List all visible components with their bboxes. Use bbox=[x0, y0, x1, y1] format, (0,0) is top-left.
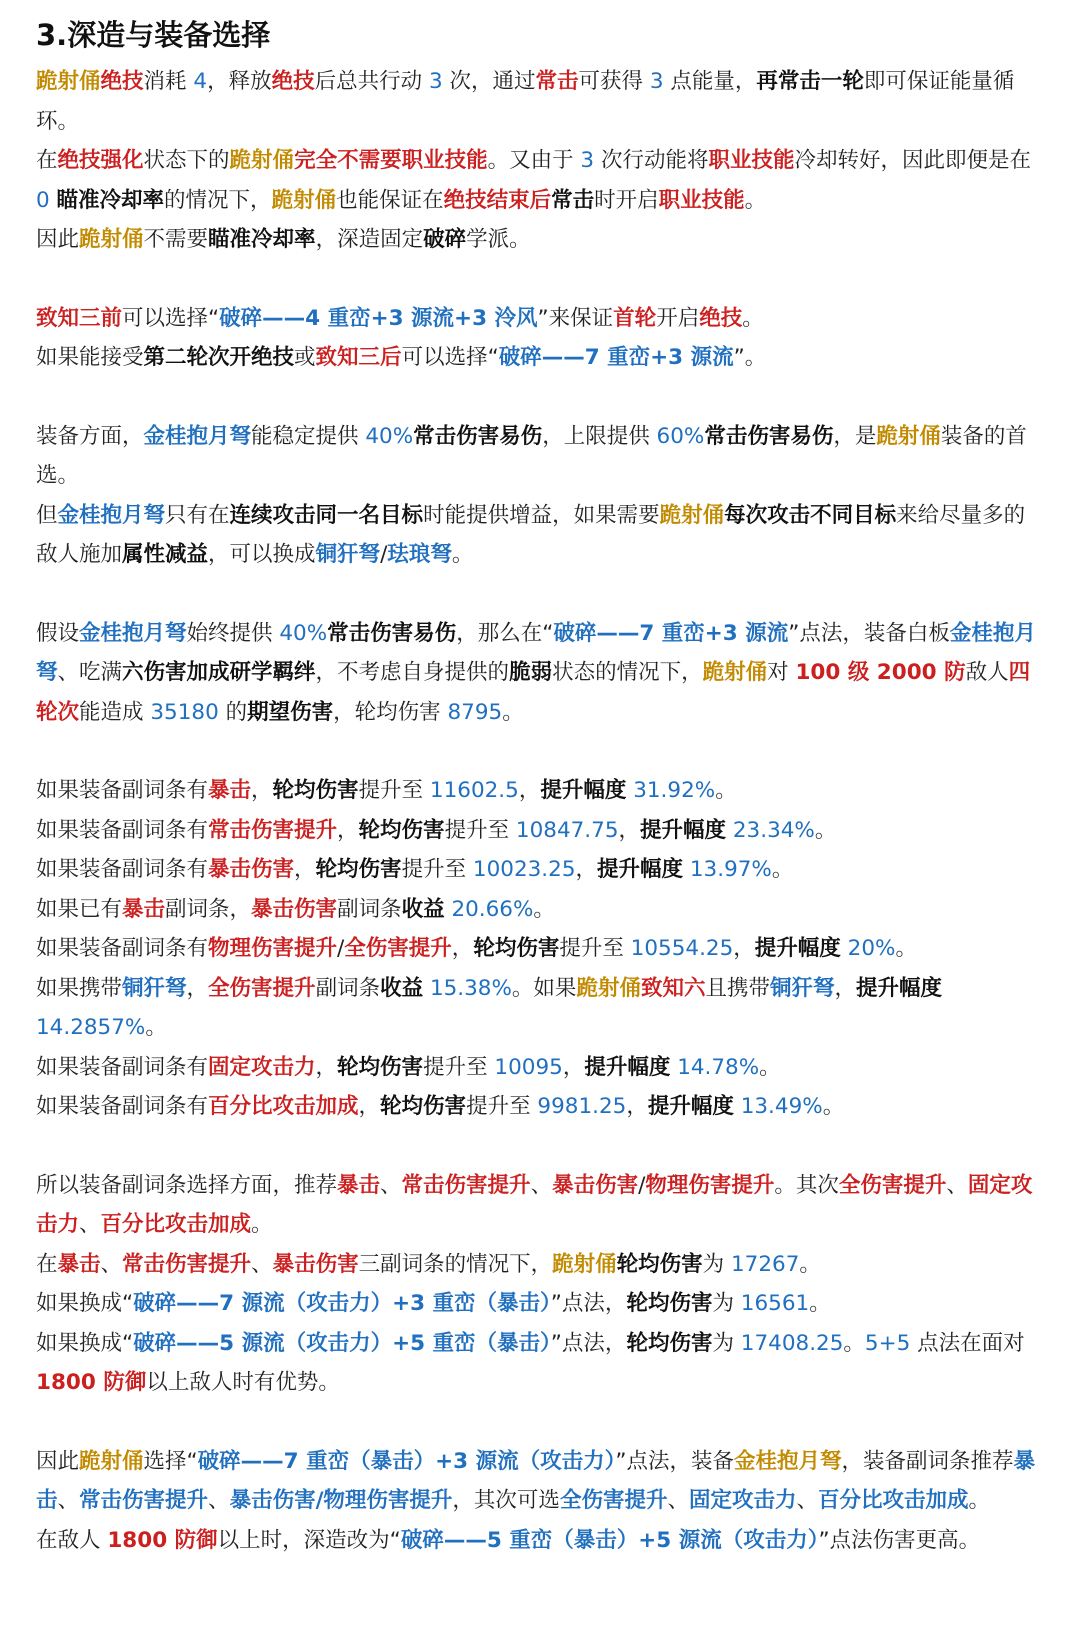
plain-text bbox=[734, 1094, 741, 1119]
key-term: 第二轮次开绝技 bbox=[143, 345, 295, 370]
key-term: 轮均伤害 bbox=[358, 817, 445, 843]
paragraph bbox=[36, 1048, 1046, 1088]
numeric-value: 40% bbox=[279, 620, 328, 646]
paragraph bbox=[36, 141, 1046, 220]
paragraph bbox=[36, 62, 1046, 141]
key-term: 常击 bbox=[551, 187, 595, 213]
plain-text: 。又由于 bbox=[487, 148, 581, 173]
paragraph bbox=[36, 1284, 1046, 1324]
plain-text: 、 bbox=[100, 1251, 123, 1277]
character-name: 金桂抱月弩 bbox=[733, 1448, 842, 1474]
numeric-value: 9981.25 bbox=[537, 1094, 627, 1119]
key-term: 轮均伤害 bbox=[473, 936, 560, 961]
plain-text: 可获得 bbox=[578, 69, 650, 94]
plain-text: ， bbox=[562, 1054, 585, 1080]
character-name: 跪射俑 bbox=[229, 148, 295, 173]
item-name: 破碎——7 重峦+3 源流 bbox=[553, 620, 789, 646]
plain-text: 提升至 bbox=[423, 1054, 495, 1080]
plain-text: 来给尽量多的敌人施加 bbox=[36, 502, 1026, 567]
key-term: 连续攻击同一名目标 bbox=[229, 502, 424, 528]
highlight-term: 暴击 bbox=[122, 896, 166, 922]
highlight-term: 暴击 bbox=[208, 778, 252, 803]
highlight-term: 固定攻击力 bbox=[36, 1172, 1033, 1237]
item-name: 破碎——4 重峦+3 源流+3 泠风 bbox=[219, 305, 538, 331]
highlight-term: 四轮次 bbox=[36, 660, 1031, 725]
plain-text: 。 bbox=[968, 1488, 991, 1513]
numeric-value: 10023.25 bbox=[472, 857, 576, 882]
item-name: 百分比攻击加成 bbox=[818, 1488, 969, 1513]
plain-text: 如果携带 bbox=[36, 975, 123, 1001]
plain-text: 次行动能将 bbox=[594, 148, 709, 173]
plain-text: / bbox=[638, 1172, 646, 1198]
plain-text: 的 bbox=[218, 699, 248, 725]
highlight-term: 职业技能 bbox=[658, 187, 745, 213]
plain-text: 、 bbox=[79, 1212, 101, 1237]
plain-text: 以上时，深造改为“ bbox=[217, 1527, 401, 1553]
numeric-value: 14.78% bbox=[677, 1054, 760, 1080]
numeric-value: 3 bbox=[428, 69, 443, 94]
numeric-value: 31.92% bbox=[633, 778, 716, 803]
numeric-value: 3 bbox=[649, 69, 664, 94]
paragraph bbox=[36, 1324, 1046, 1403]
item-name: 全伤害提升 bbox=[559, 1488, 668, 1513]
item-name: 固定攻击力 bbox=[688, 1488, 797, 1513]
item-name: 金桂抱月弩 bbox=[57, 502, 166, 528]
plain-text: 为 bbox=[702, 1251, 731, 1277]
paragraph bbox=[36, 1166, 1046, 1245]
paragraph bbox=[36, 850, 1046, 890]
highlight-term: 全伤害提升 bbox=[344, 936, 452, 961]
plain-text: 能稳定提供 bbox=[251, 423, 366, 449]
numeric-value: 23.34% bbox=[732, 817, 815, 843]
key-term: 收益 bbox=[401, 896, 445, 922]
numeric-value: 60% bbox=[656, 423, 705, 449]
plain-text: 副词条 bbox=[337, 896, 402, 922]
plain-text bbox=[50, 188, 57, 213]
plain-text: 。如果 bbox=[511, 975, 577, 1001]
paragraph bbox=[36, 890, 1046, 930]
highlight-term: 绝技 bbox=[699, 305, 743, 331]
paragraph-spacer bbox=[36, 1403, 1046, 1442]
plain-text: 但 bbox=[36, 502, 58, 528]
highlight-term: 首轮 bbox=[613, 305, 657, 331]
highlight-term: 致知三后 bbox=[315, 345, 402, 370]
plain-text: 后总共行动 bbox=[314, 69, 429, 94]
plain-text: 。 bbox=[145, 1015, 167, 1040]
highlight-term: 致知三前 bbox=[36, 305, 123, 331]
plain-text: ，释放 bbox=[207, 69, 272, 94]
plain-text: 状态下的 bbox=[143, 148, 230, 173]
document-body bbox=[36, 62, 1046, 1560]
plain-text: 可以选择“ bbox=[401, 345, 499, 370]
key-term: 轮均伤害 bbox=[272, 778, 359, 803]
key-term: 提升幅度 bbox=[754, 936, 841, 961]
plain-text: 在敌人 bbox=[36, 1527, 108, 1553]
plain-text: 提升至 bbox=[358, 778, 430, 803]
numeric-value: 14.2857% bbox=[36, 1015, 146, 1040]
key-term: 轮均伤害 bbox=[380, 1094, 467, 1119]
plain-text: 开启 bbox=[656, 305, 700, 331]
plain-text: 。 bbox=[822, 1094, 845, 1119]
plain-text: ， bbox=[358, 1094, 381, 1119]
highlight-term: 常击伤害提升 bbox=[208, 817, 338, 843]
paragraph bbox=[36, 771, 1046, 811]
highlight-term: 物理伤害提升 bbox=[208, 936, 338, 961]
item-name: 铜犴弩 bbox=[769, 975, 835, 1001]
key-term: 瞄准冷却率 bbox=[56, 187, 165, 213]
key-term: 提升幅度 bbox=[540, 778, 627, 803]
highlight-term: 固定攻击力 bbox=[208, 1054, 316, 1080]
plain-text: 。 bbox=[533, 896, 555, 922]
plain-text: 。其次 bbox=[774, 1172, 839, 1198]
plain-text: ”。 bbox=[733, 345, 767, 370]
paragraph-spacer bbox=[36, 260, 1046, 299]
character-name: 跪射俑 bbox=[876, 423, 941, 449]
plain-text: 如果装备副词条有 bbox=[36, 778, 209, 803]
numeric-value: 20% bbox=[847, 936, 896, 961]
key-term: 轮均伤害 bbox=[616, 1251, 703, 1277]
numeric-value: 15.38% bbox=[429, 975, 512, 1001]
item-name: 铜犴弩 bbox=[122, 975, 187, 1001]
paragraph bbox=[36, 220, 1046, 260]
plain-text: / bbox=[380, 542, 388, 567]
numeric-value: 10554.25 bbox=[630, 936, 734, 961]
paragraph-spacer bbox=[36, 1127, 1046, 1166]
plain-text: 、 bbox=[530, 1172, 553, 1198]
plain-text: ”来保证 bbox=[537, 305, 614, 331]
highlight-term: 暴击伤害 bbox=[552, 1172, 639, 1198]
plain-text: ，可以换成 bbox=[208, 542, 316, 567]
plain-text: 的情况下， bbox=[164, 187, 272, 213]
plain-text: 三副词条的情况下， bbox=[358, 1251, 553, 1277]
key-term: 提升幅度 bbox=[640, 817, 727, 843]
paragraph-spacer bbox=[36, 378, 1046, 417]
plain-text: 为 bbox=[712, 1291, 741, 1316]
plain-text: 因此 bbox=[36, 227, 80, 252]
numeric-value: 13.97% bbox=[689, 857, 772, 882]
plain-text: 、 bbox=[380, 1172, 402, 1198]
plain-text: ，深造固定 bbox=[315, 227, 424, 252]
plain-text: ，轮均伤害 bbox=[333, 699, 448, 725]
plain-text: 对 bbox=[767, 660, 796, 685]
plain-text: 时开启 bbox=[594, 187, 659, 213]
plain-text: 。 bbox=[895, 936, 917, 961]
plain-text: ，不考虑自身提供的 bbox=[315, 660, 510, 685]
paragraph bbox=[36, 299, 1046, 339]
highlight-term: 100 级 2000 防 bbox=[795, 660, 966, 685]
character-name: 跪射俑 bbox=[36, 69, 101, 94]
plain-text: 副词条， bbox=[165, 896, 252, 922]
paragraph bbox=[36, 929, 1046, 969]
plain-text: 不需要 bbox=[143, 227, 209, 252]
key-term: 常击伤害易伤 bbox=[704, 423, 834, 449]
plain-text: 在 bbox=[36, 148, 58, 173]
highlight-term: 常击伤害提升 bbox=[122, 1251, 252, 1277]
plain-text bbox=[841, 936, 848, 961]
plain-text: ， bbox=[626, 1094, 648, 1119]
plain-text: 。 bbox=[843, 1330, 865, 1356]
highlight-term: 百分比攻击加成 bbox=[208, 1094, 359, 1119]
key-term: 轮均伤害 bbox=[626, 1291, 713, 1316]
plain-text: 。 bbox=[744, 187, 767, 213]
highlight-term: 绝技结束后 bbox=[443, 187, 552, 213]
plain-text: / bbox=[337, 936, 345, 961]
plain-text: 、 bbox=[57, 1488, 80, 1513]
character-name: 跪射俑 bbox=[659, 502, 725, 528]
key-term: 属性减益 bbox=[122, 542, 209, 567]
item-name: 珐琅弩 bbox=[387, 542, 452, 567]
plain-text: 如果已有 bbox=[36, 896, 123, 922]
numeric-value: 5+5 bbox=[864, 1330, 911, 1356]
numeric-value: 20.66% bbox=[451, 896, 534, 922]
plain-text: 时能提供增益，如果需要 bbox=[423, 502, 660, 528]
numeric-value: 11602.5 bbox=[429, 778, 519, 803]
item-name: 破碎——7 重峦（暴击）+3 源流（攻击力） bbox=[197, 1448, 616, 1474]
plain-text: 。 bbox=[251, 1212, 273, 1237]
plain-text: 装备方面， bbox=[36, 423, 144, 449]
key-term: 常击伤害易伤 bbox=[327, 620, 457, 646]
paragraph bbox=[36, 1521, 1046, 1561]
numeric-value: 35180 bbox=[150, 699, 219, 725]
highlight-term: 物理伤害提升 bbox=[645, 1172, 775, 1198]
paragraph-spacer bbox=[36, 732, 1046, 771]
key-term: 提升幅度 bbox=[597, 857, 684, 882]
plain-text: 提升至 bbox=[466, 1094, 538, 1119]
plain-text: 只有在 bbox=[165, 502, 230, 528]
highlight-term: 百分比攻击加成 bbox=[100, 1212, 252, 1237]
paragraph bbox=[36, 1087, 1046, 1127]
paragraph bbox=[36, 969, 1046, 1048]
plain-text: 提升至 bbox=[559, 936, 631, 961]
numeric-value: 8795 bbox=[447, 699, 503, 725]
plain-text: 。 bbox=[502, 699, 524, 725]
key-term: 瞄准冷却率 bbox=[208, 227, 316, 252]
highlight-term: 1800 防御 bbox=[36, 1370, 147, 1395]
plain-text: ，是 bbox=[833, 423, 877, 449]
numeric-value: 4 bbox=[193, 69, 208, 94]
plain-text: ，上限提供 bbox=[542, 423, 657, 449]
plain-text: 或 bbox=[294, 345, 316, 370]
plain-text: 也能保证在 bbox=[336, 187, 444, 213]
plain-text: 、 bbox=[946, 1172, 968, 1198]
highlight-term: 暴击伤害 bbox=[251, 896, 338, 922]
plain-text: ， bbox=[294, 857, 316, 882]
section-title: 3.深造与装备选择 bbox=[36, 18, 271, 52]
plain-text: ”点法，装备白板 bbox=[788, 620, 950, 646]
plain-text: ， bbox=[575, 857, 598, 882]
highlight-term: 完全不需要职业技能 bbox=[294, 148, 488, 173]
key-term: 破碎 bbox=[423, 227, 467, 252]
key-term: 期望伤害 bbox=[247, 699, 334, 725]
plain-text: ， bbox=[315, 1054, 338, 1080]
paragraph bbox=[36, 1442, 1046, 1521]
numeric-value: 13.49% bbox=[740, 1094, 823, 1119]
character-name: 跪射俑 bbox=[552, 1251, 617, 1277]
numeric-value: 16561 bbox=[740, 1291, 810, 1316]
item-name: 常击伤害提升 bbox=[79, 1488, 209, 1513]
highlight-term: 暴击 bbox=[57, 1251, 101, 1277]
plain-text: ， bbox=[618, 817, 641, 843]
item-name: 金桂抱月弩 bbox=[79, 620, 187, 646]
key-term: 收益 bbox=[380, 975, 424, 1001]
paragraph bbox=[36, 496, 1046, 575]
plain-text: 敌人 bbox=[965, 660, 1009, 685]
plain-text: ”点法， bbox=[550, 1330, 627, 1356]
item-name: 破碎——5 源流（攻击力）+5 重峦（暴击） bbox=[133, 1330, 551, 1356]
plain-text: 所以装备副词条选择方面，推荐 bbox=[36, 1172, 338, 1198]
plain-text: ， bbox=[518, 778, 541, 803]
plain-text: ，那么在“ bbox=[456, 620, 554, 646]
plain-text: ”点法， bbox=[550, 1291, 627, 1316]
plain-text: 冷却转好，因此即便是在 bbox=[794, 148, 1031, 173]
plain-text: 如果换成“ bbox=[36, 1330, 134, 1356]
item-name: 金桂抱月弩 bbox=[143, 423, 252, 449]
key-term: 提升幅度 bbox=[856, 975, 943, 1001]
key-term: 六伤害加成研学羁绊 bbox=[122, 660, 316, 685]
plain-text: 假设 bbox=[36, 620, 80, 646]
numeric-value: 40% bbox=[365, 423, 414, 449]
plain-text bbox=[423, 976, 430, 1001]
highlight-term: 1800 防御 bbox=[107, 1527, 218, 1553]
plain-text: 、吃满 bbox=[57, 660, 123, 685]
plain-text: 即可保证能量循环。 bbox=[36, 69, 1015, 134]
paragraph bbox=[36, 338, 1046, 378]
numeric-value: 17267 bbox=[730, 1251, 800, 1277]
plain-text: 。 bbox=[814, 817, 837, 843]
plain-text: 点能量， bbox=[663, 69, 757, 94]
character-name: 跪射俑 bbox=[576, 975, 641, 1001]
plain-text: 。 bbox=[771, 857, 794, 882]
plain-text bbox=[683, 857, 690, 882]
plain-text: ，其次可选 bbox=[452, 1488, 560, 1513]
plain-text: 。 bbox=[742, 305, 764, 331]
highlight-term: 暴击伤害 bbox=[272, 1251, 359, 1277]
character-name: 跪射俑 bbox=[79, 227, 144, 252]
plain-text: ， bbox=[251, 778, 273, 803]
plain-text: 、 bbox=[208, 1488, 230, 1513]
plain-text: 如果装备副词条有 bbox=[36, 817, 209, 843]
plain-text: 次，通过 bbox=[442, 69, 536, 94]
item-name: 暴击 bbox=[36, 1448, 1036, 1513]
highlight-term: 致知六 bbox=[640, 975, 706, 1001]
plain-text: ， bbox=[451, 936, 474, 961]
plain-text: 如果装备副词条有 bbox=[36, 857, 209, 882]
plain-text: 可以选择“ bbox=[122, 305, 220, 331]
highlight-term: 绝技 bbox=[100, 69, 144, 94]
plain-text: ”点法，装备 bbox=[615, 1448, 734, 1474]
item-name: 破碎——5 重峦（暴击）+5 源流（攻击力） bbox=[400, 1527, 819, 1553]
key-term: 提升幅度 bbox=[584, 1054, 671, 1080]
plain-text: 选择“ bbox=[143, 1448, 198, 1474]
plain-text: 如果装备副词条有 bbox=[36, 1054, 209, 1080]
key-term: 轮均伤害 bbox=[626, 1330, 713, 1356]
highlight-term: 暴击 bbox=[337, 1172, 381, 1198]
plain-text: 。 bbox=[759, 1054, 781, 1080]
paragraph bbox=[36, 417, 1046, 496]
paragraph-spacer bbox=[36, 575, 1046, 614]
numeric-value: 0 bbox=[36, 187, 50, 213]
plain-text: ， bbox=[834, 975, 857, 1001]
plain-text: 。 bbox=[715, 778, 737, 803]
highlight-term: 绝技 bbox=[271, 69, 315, 94]
key-term: 每次攻击不同目标 bbox=[724, 502, 897, 528]
plain-text: 在 bbox=[36, 1251, 58, 1277]
plain-text: 。 bbox=[799, 1251, 821, 1277]
highlight-term: 全伤害提升 bbox=[838, 1172, 947, 1198]
highlight-term: 常击 bbox=[535, 69, 579, 94]
key-term: 脆弱 bbox=[509, 660, 553, 685]
item-name: 铜犴弩 bbox=[315, 542, 381, 567]
plain-text: ， bbox=[337, 817, 359, 843]
plain-text: 副词条 bbox=[315, 975, 381, 1001]
plain-text: 学派。 bbox=[466, 227, 531, 252]
item-name: 破碎——7 重峦+3 源流 bbox=[498, 345, 734, 370]
highlight-term: 职业技能 bbox=[708, 148, 795, 173]
plain-text: 始终提供 bbox=[186, 620, 280, 646]
plain-text: 且携带 bbox=[705, 975, 770, 1001]
plain-text: 点法在面对 bbox=[910, 1330, 1025, 1356]
item-name: 金桂抱月弩 bbox=[36, 620, 1036, 685]
key-term: 常击伤害易伤 bbox=[413, 423, 543, 449]
plain-text: 如果装备副词条有 bbox=[36, 1094, 209, 1119]
plain-text: 如果能接受 bbox=[36, 345, 144, 370]
plain-text: 、 bbox=[667, 1488, 689, 1513]
item-name: 暴击伤害/物理伤害提升 bbox=[229, 1488, 453, 1513]
plain-text: 。 bbox=[451, 542, 474, 567]
plain-text: 消耗 bbox=[143, 69, 194, 94]
plain-text: ，装备副词条推荐 bbox=[841, 1448, 1014, 1474]
plain-text: 如果装备副词条有 bbox=[36, 936, 209, 961]
plain-text: 如果换成“ bbox=[36, 1291, 134, 1316]
plain-text: 状态的情况下， bbox=[552, 660, 703, 685]
numeric-value: 10095 bbox=[494, 1054, 563, 1080]
plain-text bbox=[726, 818, 733, 843]
paragraph bbox=[36, 614, 1046, 733]
plain-text: 。 bbox=[809, 1291, 831, 1316]
character-name: 跪射俑 bbox=[271, 187, 337, 213]
plain-text: 、 bbox=[251, 1251, 273, 1277]
key-term: 轮均伤害 bbox=[315, 857, 402, 882]
highlight-term: 绝技强化 bbox=[57, 148, 144, 173]
highlight-term: 暴击伤害 bbox=[208, 857, 295, 882]
plain-text: ”点法伤害更高。 bbox=[818, 1527, 981, 1553]
key-term: 提升幅度 bbox=[647, 1094, 734, 1119]
plain-text: 、 bbox=[796, 1488, 818, 1513]
key-term: 再常击一轮 bbox=[756, 69, 864, 94]
plain-text: 提升至 bbox=[401, 857, 473, 882]
highlight-term: 全伤害提升 bbox=[208, 975, 316, 1001]
character-name: 跪射俑 bbox=[79, 1448, 144, 1474]
plain-text: ， bbox=[186, 975, 209, 1001]
numeric-value: 3 bbox=[580, 148, 595, 173]
plain-text: 因此 bbox=[36, 1448, 80, 1474]
key-term: 轮均伤害 bbox=[337, 1054, 424, 1080]
character-name: 跪射俑 bbox=[702, 660, 768, 685]
paragraph bbox=[36, 811, 1046, 851]
numeric-value: 17408.25 bbox=[740, 1330, 844, 1356]
plain-text: 以上敌人时有优势。 bbox=[146, 1370, 340, 1395]
plain-text: 能造成 bbox=[79, 699, 151, 725]
paragraph bbox=[36, 1245, 1046, 1285]
plain-text: 装备的首选。 bbox=[36, 423, 1027, 488]
item-name: 破碎——7 源流（攻击力）+3 重峦（暴击） bbox=[133, 1291, 551, 1316]
plain-text: 为 bbox=[712, 1330, 741, 1356]
plain-text: 提升至 bbox=[444, 817, 516, 843]
numeric-value: 10847.75 bbox=[515, 817, 619, 843]
plain-text: ， bbox=[733, 936, 755, 961]
highlight-term: 常击伤害提升 bbox=[401, 1172, 531, 1198]
